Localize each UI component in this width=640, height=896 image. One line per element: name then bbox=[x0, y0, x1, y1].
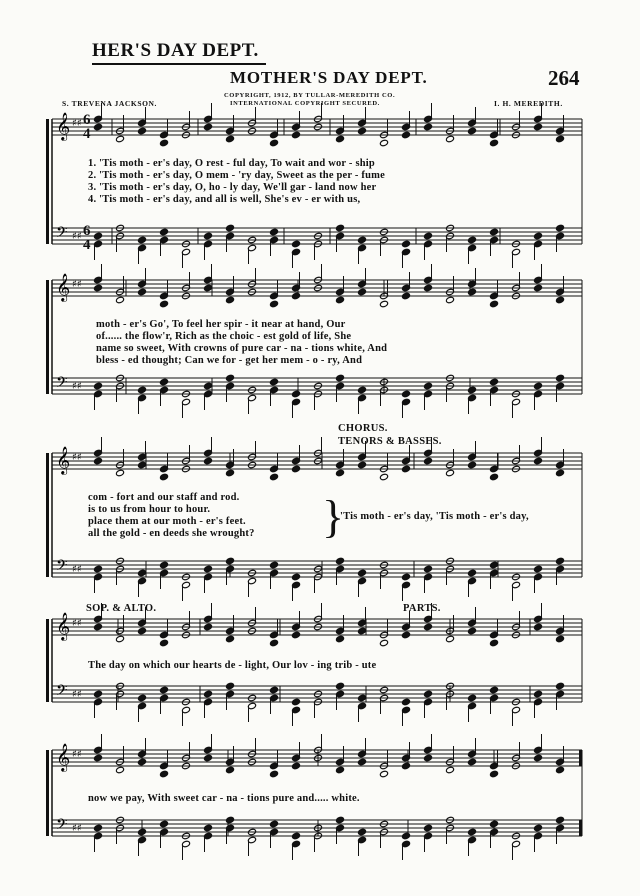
note-head bbox=[556, 224, 565, 231]
system-bracket bbox=[46, 619, 49, 702]
key-signature: ♯♯ bbox=[72, 279, 82, 290]
sop-alto-label: SOP. & ALTO. bbox=[86, 603, 157, 614]
note-head bbox=[226, 816, 235, 823]
note-head bbox=[160, 378, 169, 385]
key-signature: ♯♯ bbox=[72, 618, 82, 629]
note-head bbox=[160, 473, 169, 480]
note-head bbox=[358, 288, 367, 295]
note-head bbox=[292, 698, 301, 705]
system-bracket bbox=[46, 280, 49, 394]
note-head bbox=[402, 573, 411, 580]
tenors-basses-label: TENORS & BASSES. bbox=[338, 436, 442, 447]
key-signature: ♯♯ bbox=[72, 689, 82, 700]
note-head bbox=[358, 828, 367, 835]
note-head bbox=[490, 378, 499, 385]
system-4-lyric: The day on which our hearts de - light, Our lov - ing trib - ute bbox=[88, 660, 377, 671]
note-head bbox=[468, 627, 477, 634]
note-head bbox=[468, 236, 477, 243]
note-head bbox=[468, 569, 477, 576]
note-head bbox=[226, 557, 235, 564]
note-head bbox=[358, 386, 367, 393]
note-head bbox=[468, 461, 477, 468]
note-head bbox=[380, 770, 389, 777]
note-head bbox=[292, 131, 301, 138]
note-head bbox=[336, 135, 345, 142]
chorus-label: CHORUS. bbox=[338, 423, 388, 434]
note-head bbox=[402, 390, 411, 397]
note-head bbox=[270, 639, 279, 646]
note-head bbox=[468, 386, 477, 393]
note-head bbox=[358, 569, 367, 576]
final-barline bbox=[579, 820, 582, 836]
note-head bbox=[270, 473, 279, 480]
note-head bbox=[270, 139, 279, 146]
verse-1-line-1: 1. 'Tis moth - er's day, O rest - ful day, To wait and wor - ship bbox=[88, 158, 375, 169]
note-head bbox=[490, 561, 499, 568]
note-head bbox=[490, 473, 499, 480]
hymn-title: MOTHER'S DAY DEPT. bbox=[230, 68, 428, 87]
note-head bbox=[424, 690, 433, 697]
verse-4-line-3: all the gold - en deeds she wrought? bbox=[88, 528, 255, 539]
note-head bbox=[556, 635, 565, 642]
key-signature: ♯♯ bbox=[72, 823, 82, 834]
note-head bbox=[204, 565, 213, 572]
note-head bbox=[204, 284, 213, 291]
note-head bbox=[226, 135, 235, 142]
note-head bbox=[468, 758, 477, 765]
verse-3-line-3: place them at our moth - er's feet. bbox=[88, 516, 246, 527]
note-head bbox=[226, 635, 235, 642]
note-head bbox=[380, 473, 389, 480]
note-head bbox=[292, 832, 301, 839]
note-head bbox=[424, 457, 433, 464]
note-head bbox=[534, 232, 543, 239]
note-head bbox=[138, 386, 147, 393]
note-head bbox=[204, 457, 213, 464]
composer-credit: I. H. MEREDITH. bbox=[494, 99, 563, 108]
key-signature: ♯♯ bbox=[72, 118, 82, 129]
note-head bbox=[94, 457, 103, 464]
note-head bbox=[270, 378, 279, 385]
note-head bbox=[94, 754, 103, 761]
note-head bbox=[336, 224, 345, 231]
note-head bbox=[556, 135, 565, 142]
note-head bbox=[226, 682, 235, 689]
bass-clef: 𝄢 bbox=[56, 816, 68, 837]
note-head bbox=[138, 569, 147, 576]
note-head bbox=[424, 284, 433, 291]
note-head bbox=[116, 469, 125, 476]
bass-clef: 𝄢 bbox=[56, 374, 68, 395]
note-head bbox=[556, 682, 565, 689]
final-barline bbox=[579, 750, 582, 766]
note-head bbox=[94, 565, 103, 572]
note-head bbox=[138, 288, 147, 295]
note-head bbox=[292, 631, 301, 638]
note-head bbox=[204, 754, 213, 761]
note-head bbox=[94, 382, 103, 389]
note-head bbox=[226, 469, 235, 476]
note-head bbox=[270, 561, 279, 568]
bass-clef: 𝄢 bbox=[56, 557, 68, 578]
verse-4-line-2: bless - ed thought; Can we for - get her mem - o - ry, And bbox=[96, 355, 363, 366]
note-head bbox=[160, 561, 169, 568]
note-head bbox=[292, 762, 301, 769]
system-bracket bbox=[46, 750, 49, 836]
key-signature: ♯♯ bbox=[72, 381, 82, 392]
note-head bbox=[138, 694, 147, 701]
note-head bbox=[446, 635, 455, 642]
note-head bbox=[556, 766, 565, 773]
note-head bbox=[490, 139, 499, 146]
note-head bbox=[424, 382, 433, 389]
note-head bbox=[204, 123, 213, 130]
note-head bbox=[534, 824, 543, 831]
note-head bbox=[490, 228, 499, 235]
note-head bbox=[556, 296, 565, 303]
verse-3-line-2: name so sweet, With crowns of pure car - na - tions white, And bbox=[96, 343, 388, 354]
bass-time-signature-top: 6 bbox=[83, 223, 91, 239]
note-head bbox=[336, 816, 345, 823]
note-head bbox=[116, 766, 125, 773]
bass-clef: 𝄢 bbox=[56, 224, 68, 245]
note-head bbox=[534, 754, 543, 761]
verse-1-line-2: moth - er's Go', To feel her spir - it near at hand, Our bbox=[96, 319, 346, 330]
note-head bbox=[402, 465, 411, 472]
note-head bbox=[490, 639, 499, 646]
note-head bbox=[534, 284, 543, 291]
note-head bbox=[556, 374, 565, 381]
treble-clef: 𝄞 bbox=[56, 112, 71, 140]
time-signature-top: 6 bbox=[83, 112, 91, 128]
note-head bbox=[402, 698, 411, 705]
note-head bbox=[204, 824, 213, 831]
note-head bbox=[270, 686, 279, 693]
note-head bbox=[138, 627, 147, 634]
note-head bbox=[358, 461, 367, 468]
note-head bbox=[358, 694, 367, 701]
note-head bbox=[116, 296, 125, 303]
note-head bbox=[116, 135, 125, 142]
note-head bbox=[160, 686, 169, 693]
note-head bbox=[160, 300, 169, 307]
note-head bbox=[358, 127, 367, 134]
treble-clef: 𝄞 bbox=[56, 743, 71, 771]
note-head bbox=[402, 240, 411, 247]
note-head bbox=[556, 557, 565, 564]
key-signature: ♯♯ bbox=[72, 749, 82, 760]
time-signature-bottom: 4 bbox=[83, 126, 91, 142]
note-head bbox=[138, 758, 147, 765]
key-signature: ♯♯ bbox=[72, 231, 82, 242]
note-head bbox=[468, 828, 477, 835]
note-head bbox=[424, 824, 433, 831]
note-head bbox=[534, 690, 543, 697]
verse-2-line-2: of...... the flow'r, Rich as the choic - est gold of life, She bbox=[96, 331, 352, 342]
note-head bbox=[270, 770, 279, 777]
note-head bbox=[424, 754, 433, 761]
note-head bbox=[424, 123, 433, 130]
note-head bbox=[358, 236, 367, 243]
note-head bbox=[336, 635, 345, 642]
note-head bbox=[402, 292, 411, 299]
verse-2-line-1: 2. 'Tis moth - er's day, O mem - 'ry day, Sweet as the per - fume bbox=[88, 170, 385, 181]
note-head bbox=[556, 469, 565, 476]
parts-label: PARTS. bbox=[403, 603, 441, 614]
note-head bbox=[204, 232, 213, 239]
section-title: HER'S DAY DEPT. bbox=[92, 40, 259, 61]
note-head bbox=[336, 682, 345, 689]
note-head bbox=[292, 292, 301, 299]
note-head bbox=[94, 824, 103, 831]
note-head bbox=[534, 623, 543, 630]
note-head bbox=[226, 224, 235, 231]
note-head bbox=[556, 816, 565, 823]
note-head bbox=[292, 573, 301, 580]
note-head bbox=[424, 232, 433, 239]
note-head bbox=[94, 690, 103, 697]
note-head bbox=[358, 758, 367, 765]
note-head bbox=[534, 123, 543, 130]
note-head bbox=[94, 123, 103, 130]
note-head bbox=[424, 565, 433, 572]
verse-1-line-3: com - fort and our staff and rod. bbox=[88, 492, 240, 503]
key-signature: ♯♯ bbox=[72, 564, 82, 575]
note-head bbox=[468, 127, 477, 134]
note-head bbox=[446, 296, 455, 303]
note-head bbox=[446, 469, 455, 476]
note-head bbox=[270, 300, 279, 307]
note-head bbox=[160, 228, 169, 235]
note-head bbox=[490, 300, 499, 307]
note-head bbox=[402, 832, 411, 839]
note-head bbox=[226, 766, 235, 773]
note-head bbox=[446, 766, 455, 773]
note-head bbox=[204, 690, 213, 697]
system-bracket bbox=[46, 119, 49, 244]
note-head bbox=[358, 627, 367, 634]
treble-clef: 𝄞 bbox=[56, 446, 71, 474]
key-signature: ♯♯ bbox=[72, 452, 82, 463]
note-head bbox=[270, 820, 279, 827]
note-head bbox=[380, 139, 389, 146]
verse-4-line-1: 4. 'Tis moth - er's day, and all is well, She's ev - er with us, bbox=[88, 194, 361, 205]
system-bracket bbox=[46, 453, 49, 577]
note-head bbox=[402, 631, 411, 638]
note-head bbox=[292, 240, 301, 247]
note-head bbox=[226, 296, 235, 303]
note-head bbox=[534, 382, 543, 389]
note-head bbox=[94, 232, 103, 239]
note-head bbox=[424, 623, 433, 630]
note-head bbox=[468, 694, 477, 701]
note-head bbox=[292, 390, 301, 397]
chorus-lyric: 'Tis moth - er's day, 'Tis moth - er's day, bbox=[340, 511, 529, 522]
note-head bbox=[336, 557, 345, 564]
note-head bbox=[138, 127, 147, 134]
system-5-lyric: now we pay, With sweet car - na - tions pure and..... white. bbox=[88, 793, 360, 804]
note-head bbox=[534, 457, 543, 464]
treble-clef: 𝄞 bbox=[56, 273, 71, 301]
note-head bbox=[204, 382, 213, 389]
note-head bbox=[468, 288, 477, 295]
note-head bbox=[116, 635, 125, 642]
note-head bbox=[490, 820, 499, 827]
bass-time-signature-bottom: 4 bbox=[83, 237, 91, 253]
note-head bbox=[380, 639, 389, 646]
verse-brace: } bbox=[322, 491, 345, 542]
note-head bbox=[336, 296, 345, 303]
note-head bbox=[336, 374, 345, 381]
page-number: 264 bbox=[548, 66, 580, 90]
treble-clef: 𝄞 bbox=[56, 612, 71, 640]
note-head bbox=[292, 465, 301, 472]
lyricist-credit: S. TREVENA JACKSON. bbox=[62, 99, 158, 108]
copyright-line: COPYRIGHT, 1912, BY TULLAR-MEREDITH CO. bbox=[224, 92, 396, 99]
copyright-notice: INTERNATIONAL COPYRIGHT SECURED. bbox=[230, 100, 380, 107]
note-head bbox=[226, 374, 235, 381]
note-head bbox=[446, 135, 455, 142]
note-head bbox=[138, 236, 147, 243]
note-head bbox=[490, 770, 499, 777]
bass-clef: 𝄢 bbox=[56, 682, 68, 703]
note-head bbox=[336, 469, 345, 476]
note-head bbox=[402, 131, 411, 138]
verse-2-line-3: is to us from hour to hour. bbox=[88, 504, 211, 515]
note-head bbox=[160, 139, 169, 146]
note-head bbox=[94, 623, 103, 630]
note-head bbox=[94, 284, 103, 291]
note-head bbox=[270, 228, 279, 235]
note-head bbox=[490, 686, 499, 693]
note-head bbox=[534, 565, 543, 572]
verse-3-line-1: 3. 'Tis moth - er's day, O, ho - ly day, We'll gar - land now her bbox=[88, 182, 377, 193]
note-head bbox=[160, 820, 169, 827]
note-head bbox=[204, 623, 213, 630]
note-head bbox=[138, 461, 147, 468]
note-head bbox=[336, 766, 345, 773]
note-head bbox=[380, 300, 389, 307]
note-head bbox=[402, 762, 411, 769]
note-head bbox=[138, 828, 147, 835]
note-head bbox=[160, 770, 169, 777]
note-head bbox=[160, 639, 169, 646]
